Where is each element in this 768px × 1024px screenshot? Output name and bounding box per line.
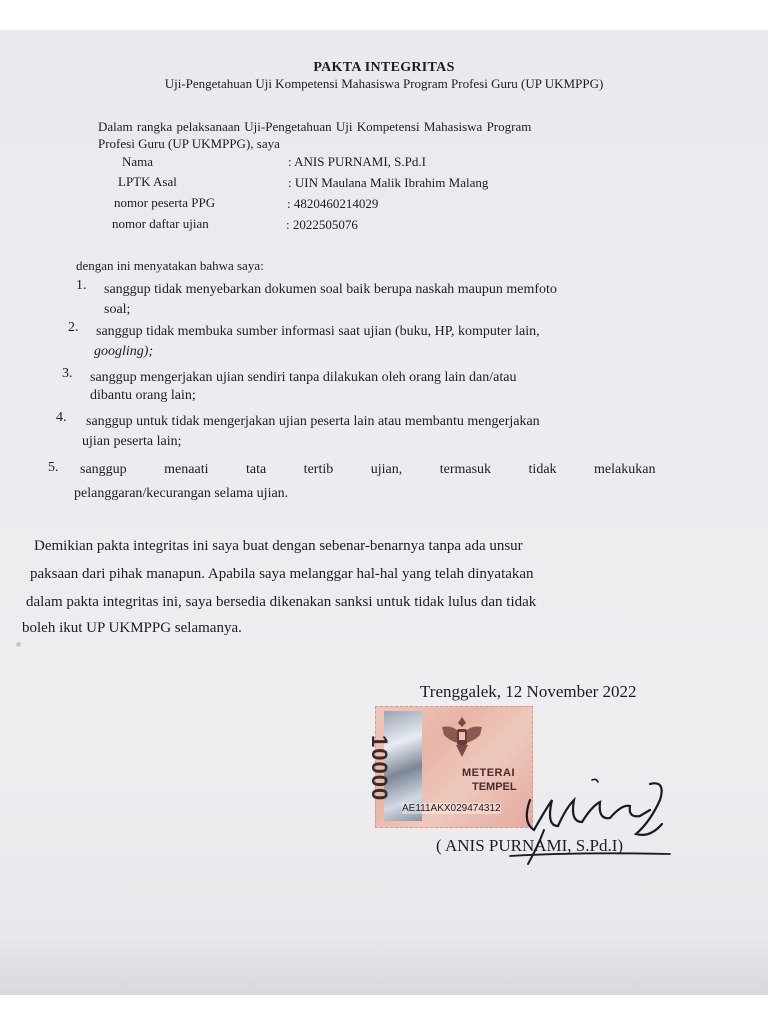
item-2-line-2: googling); — [94, 344, 154, 359]
closing-line-4: boleh ikut UP UKMPPG selamanya. — [22, 620, 242, 636]
signatory-name: ( ANIS PURNAMI, S.Pd.I) — [436, 836, 624, 855]
field-label-daftar: nomor daftar ujian — [112, 216, 209, 231]
stamp-value: 10000 — [367, 735, 392, 802]
closing-line-2: paksaan dari pihak manapun. Apabila saya melanggar hal-hal yang telah dinyatakan — [30, 566, 534, 582]
item-2-line-1: sanggup tidak membuka sumber informasi saat ujian (buku, HP, komputer lain, — [96, 324, 540, 339]
stamp-label-meterai: METERAI — [462, 767, 515, 779]
document-subtitle: Uji-Pengetahuan Uji Kompetensi Mahasiswa Program Profesi Guru (UP UKMPPG) — [164, 76, 604, 91]
item-number-2: 2. — [68, 320, 79, 335]
intro-line-2: Profesi Guru (UP UKMPPG), saya — [98, 136, 280, 151]
item-number-4: 4. — [56, 410, 67, 425]
document-title: PAKTA INTEGRITAS — [313, 60, 455, 75]
intro-line-1: Dalam rangka pelaksanaan Uji-Pengetahuan Uji Kompetensi Mahasiswa Program — [98, 119, 532, 134]
item-1-line-1: sanggup tidak menyebarkan dokumen soal baik berupa naskah maupun memfoto — [104, 282, 557, 297]
stamp-label-tempel: TEMPEL — [472, 781, 517, 793]
field-value-peserta: : 4820460214029 — [287, 196, 379, 211]
item-number-5: 5. — [48, 460, 59, 475]
item-4-line-1: sanggup untuk tidak mengerjakan ujian peserta lain atau membantu mengerjakan — [86, 414, 540, 429]
field-label-lptk: LPTK Asal — [118, 174, 177, 189]
item-3-line-2: dibantu orang lain; — [90, 388, 196, 403]
stamp-serial: AE111AKX029474312 — [402, 803, 501, 814]
document-page — [0, 30, 768, 995]
field-value-lptk: : UIN Maulana Malik Ibrahim Malang — [288, 175, 489, 190]
item-number-3: 3. — [62, 366, 73, 381]
closing-line-1: Demikian pakta integritas ini saya buat dengan sebenar-benarnya tanpa ada unsur — [34, 538, 523, 554]
field-label-name: Nama — [122, 154, 154, 169]
garuda-emblem-icon — [438, 713, 486, 763]
declaration-lead: dengan ini menyatakan bahwa saya: — [76, 258, 264, 273]
item-5-line-1: sanggup menaati tata tertib ujian, termasuk tidak melakukan — [80, 462, 656, 477]
closing-line-3: dalam pakta integritas ini, saya bersedia dikenakan sanksi untuk tidak lulus dan tidak — [26, 594, 537, 610]
item-5-line-2: pelanggaran/kecurangan selama ujian. — [74, 486, 289, 501]
item-1-line-2: soal; — [104, 302, 131, 317]
place-date: Trenggalek, 12 November 2022 — [420, 682, 637, 701]
item-3-line-1: sanggup mengerjakan ujian sendiri tanpa dilakukan oleh orang lain dan/atau — [90, 370, 517, 385]
item-number-1: 1. — [76, 278, 87, 293]
field-value-daftar: : 2022505076 — [286, 217, 358, 232]
paper-speck — [16, 642, 21, 647]
field-label-peserta: nomor peserta PPG — [114, 195, 216, 210]
field-value-name: : ANIS PURNAMI, S.Pd.I — [288, 154, 426, 169]
item-4-line-2: ujian peserta lain; — [82, 434, 182, 449]
